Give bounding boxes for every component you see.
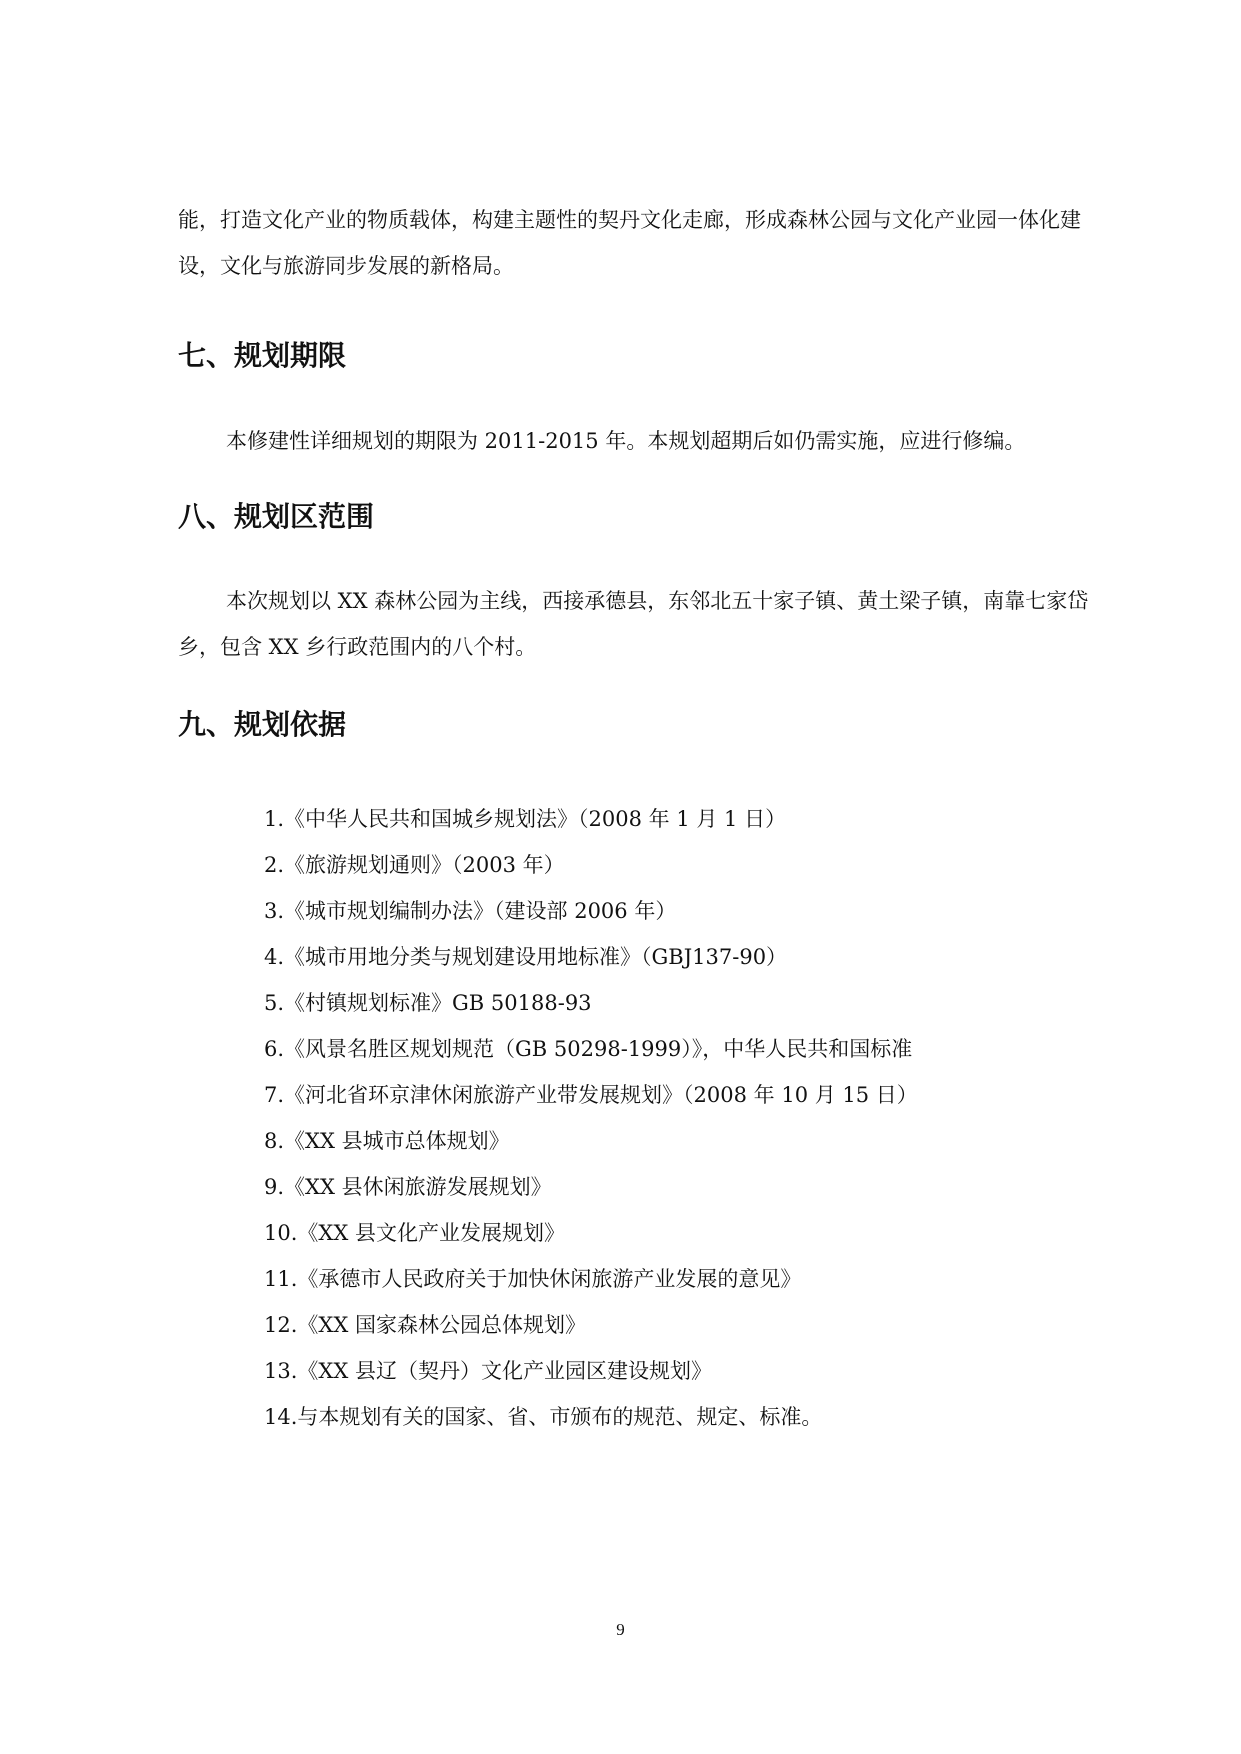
reference-item: 12.《XX 国家森林公园总体规划》 xyxy=(264,1313,586,1337)
page-number: 9 xyxy=(616,1620,625,1639)
reference-item: 9.《XX 县休闲旅游发展规划》 xyxy=(264,1175,552,1199)
reference-item: 1.《中华人民共和国城乡规划法》（2008 年 1 月 1 日） xyxy=(264,807,787,831)
section-7-heading: 七、规划期限 xyxy=(178,339,347,372)
reference-item: 2.《旅游规划通则》（2003 年） xyxy=(264,853,565,877)
reference-item: 8.《XX 县城市总体规划》 xyxy=(264,1129,510,1153)
reference-list xyxy=(264,796,918,1440)
reference-item: 10.《XX 县文化产业发展规划》 xyxy=(264,1221,565,1245)
reference-item: 6.《风景名胜区规划规范（GB 50298-1999）》，中华人民共和国标准 xyxy=(264,1037,913,1061)
section-7-paragraph: 本修建性详细规划的期限为 2011-2015 年。本规划超期后如仍需实施，应进行修编。 xyxy=(226,429,1026,453)
reference-item: 5.《村镇规划标准》GB 50188-93 xyxy=(264,991,592,1015)
reference-item: 4.《城市用地分类与规划建设用地标准》（GBJ137-90） xyxy=(264,945,788,969)
reference-item: 7.《河北省环京津休闲旅游产业带发展规划》（2008 年 10 月 15 日） xyxy=(264,1083,918,1107)
section-8-heading: 八、规划区范围 xyxy=(178,500,375,533)
reference-item: 3.《城市规划编制办法》（建设部 2006 年） xyxy=(264,899,677,923)
reference-item: 11.《承德市人民政府关于加快休闲旅游产业发展的意见》 xyxy=(264,1267,802,1291)
section-9-heading: 九、规划依据 xyxy=(178,708,347,741)
reference-item: 13.《XX 县辽（契丹）文化产业园区建设规划》 xyxy=(264,1359,712,1383)
intro-paragraph: 能，打造文化产业的物质载体，构建主题性的契丹文化走廊，形成森林公园与文化产业园一体化建设，文化与旅游同步发展的新格局。 xyxy=(178,208,1081,278)
section-8-paragraph: 本次规划以 XX 森林公园为主线，西接承德县，东邻北五十家子镇、黄土梁子镇，南靠七家岱乡，包含 XX 乡行政范围内的八个村。 xyxy=(178,589,1089,659)
reference-item: 14.与本规划有关的国家、省、市颁布的规范、规定、标准。 xyxy=(264,1405,823,1429)
